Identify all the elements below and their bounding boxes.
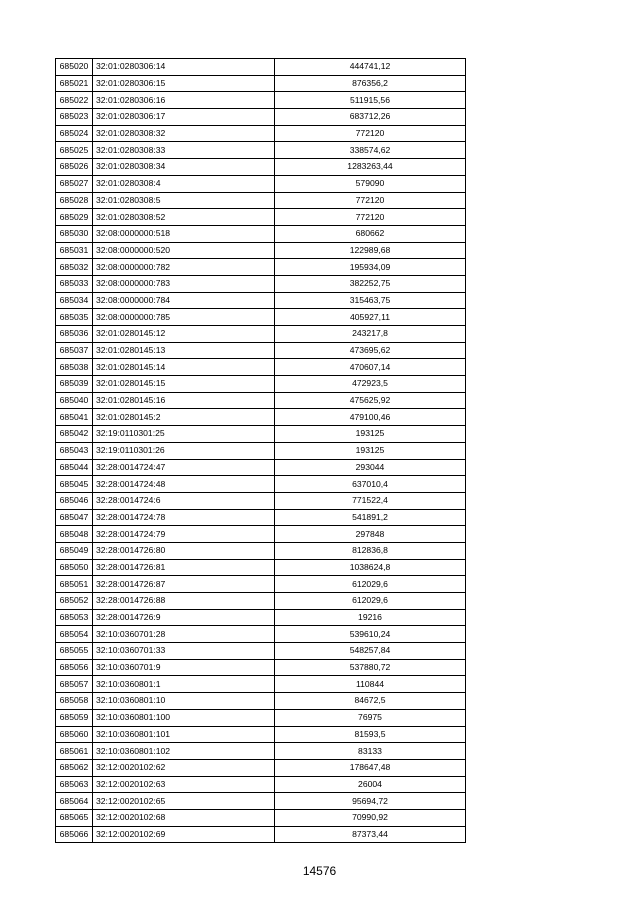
value-cell: 382252,75 <box>275 275 466 292</box>
cadastral-number-cell: 32:28:0014726:9 <box>93 609 275 626</box>
cadastral-number-cell: 32:28:0014726:81 <box>93 559 275 576</box>
value-cell: 193125 <box>275 426 466 443</box>
cadastral-number-cell: 32:08:0000000:784 <box>93 292 275 309</box>
cadastral-number-cell: 32:01:0280308:33 <box>93 142 275 159</box>
row-id-cell: 685029 <box>56 209 93 226</box>
table-row <box>56 125 466 142</box>
row-id-cell: 685061 <box>56 743 93 760</box>
value-cell: 473695,62 <box>275 342 466 359</box>
table-row <box>56 409 466 426</box>
cadastral-number-cell: 32:10:0360801:10 <box>93 693 275 710</box>
table-row <box>56 709 466 726</box>
value-cell: 315463,75 <box>275 292 466 309</box>
value-cell: 541891,2 <box>275 509 466 526</box>
cadastral-number-cell: 32:12:0020102:63 <box>93 776 275 793</box>
value-cell: 472923,5 <box>275 376 466 393</box>
value-cell: 1283263,44 <box>275 159 466 176</box>
table-row <box>56 59 466 76</box>
table-row <box>56 676 466 693</box>
table-row <box>56 376 466 393</box>
table-row <box>56 159 466 176</box>
cadastral-number-cell: 32:10:0360801:101 <box>93 726 275 743</box>
row-id-cell: 685034 <box>56 292 93 309</box>
cadastral-number-cell: 32:19:0110301:25 <box>93 426 275 443</box>
cadastral-number-cell: 32:12:0020102:69 <box>93 826 275 843</box>
table-row <box>56 259 466 276</box>
value-cell: 771522,4 <box>275 492 466 509</box>
value-cell: 26004 <box>275 776 466 793</box>
table-row <box>56 292 466 309</box>
row-id-cell: 685023 <box>56 109 93 126</box>
value-cell: 87373,44 <box>275 826 466 843</box>
cadastral-number-cell: 32:01:0280145:14 <box>93 359 275 376</box>
table-row <box>56 342 466 359</box>
cadastral-number-cell: 32:12:0020102:68 <box>93 809 275 826</box>
value-cell: 876356,2 <box>275 75 466 92</box>
cadastral-number-cell: 32:28:0014724:47 <box>93 459 275 476</box>
row-id-cell: 685024 <box>56 125 93 142</box>
value-cell: 122989,68 <box>275 242 466 259</box>
row-id-cell: 685049 <box>56 542 93 559</box>
row-id-cell: 685065 <box>56 809 93 826</box>
table-row <box>56 609 466 626</box>
cadastral-number-cell: 32:12:0020102:62 <box>93 759 275 776</box>
cadastral-number-cell: 32:08:0000000:782 <box>93 259 275 276</box>
row-id-cell: 685066 <box>56 826 93 843</box>
cadastral-number-cell: 32:10:0360701:28 <box>93 626 275 643</box>
value-cell: 95694,72 <box>275 793 466 810</box>
value-cell: 293044 <box>275 459 466 476</box>
value-cell: 539610,24 <box>275 626 466 643</box>
value-cell: 195934,09 <box>275 259 466 276</box>
value-cell: 178647,48 <box>275 759 466 776</box>
value-cell: 338574,62 <box>275 142 466 159</box>
cadastral-number-cell: 32:08:0000000:783 <box>93 275 275 292</box>
row-id-cell: 685059 <box>56 709 93 726</box>
row-id-cell: 685048 <box>56 526 93 543</box>
table-row <box>56 92 466 109</box>
row-id-cell: 685064 <box>56 793 93 810</box>
value-cell: 81593,5 <box>275 726 466 743</box>
row-id-cell: 685028 <box>56 192 93 209</box>
cadastral-number-cell: 32:28:0014724:6 <box>93 492 275 509</box>
row-id-cell: 685027 <box>56 175 93 192</box>
cadastral-number-cell: 32:01:0280308:34 <box>93 159 275 176</box>
table-row <box>56 492 466 509</box>
table-row <box>56 759 466 776</box>
table-body <box>56 59 466 843</box>
table-row <box>56 693 466 710</box>
value-cell: 511915,56 <box>275 92 466 109</box>
value-cell: 772120 <box>275 209 466 226</box>
table-row <box>56 809 466 826</box>
row-id-cell: 685062 <box>56 759 93 776</box>
table-row <box>56 209 466 226</box>
row-id-cell: 685040 <box>56 392 93 409</box>
row-id-cell: 685056 <box>56 659 93 676</box>
value-cell: 470607,14 <box>275 359 466 376</box>
value-cell: 297848 <box>275 526 466 543</box>
row-id-cell: 685022 <box>56 92 93 109</box>
value-cell: 76975 <box>275 709 466 726</box>
table-row <box>56 359 466 376</box>
row-id-cell: 685030 <box>56 225 93 242</box>
row-id-cell: 685051 <box>56 576 93 593</box>
row-id-cell: 685047 <box>56 509 93 526</box>
row-id-cell: 685035 <box>56 309 93 326</box>
cadastral-number-cell: 32:08:0000000:785 <box>93 309 275 326</box>
cadastral-number-cell: 32:01:0280306:16 <box>93 92 275 109</box>
cadastral-number-cell: 32:10:0360801:102 <box>93 743 275 760</box>
value-cell: 479100,46 <box>275 409 466 426</box>
page-number: 14576 <box>302 864 337 878</box>
table-row <box>56 476 466 493</box>
table-row <box>56 459 466 476</box>
row-id-cell: 685046 <box>56 492 93 509</box>
cadastral-number-cell: 32:28:0014724:79 <box>93 526 275 543</box>
row-id-cell: 685052 <box>56 593 93 610</box>
row-id-cell: 685043 <box>56 442 93 459</box>
value-cell: 1038624,8 <box>275 559 466 576</box>
cadastral-number-cell: 32:10:0360801:1 <box>93 676 275 693</box>
row-id-cell: 685045 <box>56 476 93 493</box>
table-row <box>56 142 466 159</box>
value-cell: 475625,92 <box>275 392 466 409</box>
cadastral-number-cell: 32:08:0000000:518 <box>93 225 275 242</box>
row-id-cell: 685031 <box>56 242 93 259</box>
table-row <box>56 776 466 793</box>
cadastral-number-cell: 32:01:0280308:32 <box>93 125 275 142</box>
table-row <box>56 442 466 459</box>
table-row <box>56 576 466 593</box>
value-cell: 83133 <box>275 743 466 760</box>
table-row <box>56 542 466 559</box>
value-cell: 579090 <box>275 175 466 192</box>
value-cell: 772120 <box>275 125 466 142</box>
table-row <box>56 726 466 743</box>
value-cell: 812836,8 <box>275 542 466 559</box>
cadastral-number-cell: 32:01:0280308:5 <box>93 192 275 209</box>
cadastral-number-cell: 32:01:0280145:15 <box>93 376 275 393</box>
table-row <box>56 826 466 843</box>
value-cell: 405927,11 <box>275 309 466 326</box>
cadastral-number-cell: 32:01:0280145:16 <box>93 392 275 409</box>
value-cell: 193125 <box>275 442 466 459</box>
table-row <box>56 109 466 126</box>
table-row <box>56 242 466 259</box>
row-id-cell: 685033 <box>56 275 93 292</box>
cadastral-number-cell: 32:19:0110301:26 <box>93 442 275 459</box>
cadastral-number-cell: 32:28:0014726:80 <box>93 542 275 559</box>
cadastral-number-cell: 32:12:0020102:65 <box>93 793 275 810</box>
cadastral-number-cell: 32:28:0014724:48 <box>93 476 275 493</box>
row-id-cell: 685039 <box>56 376 93 393</box>
cadastral-number-cell: 32:01:0280308:4 <box>93 175 275 192</box>
row-id-cell: 685054 <box>56 626 93 643</box>
table-row <box>56 309 466 326</box>
row-id-cell: 685036 <box>56 326 93 343</box>
row-id-cell: 685021 <box>56 75 93 92</box>
value-cell: 612029,6 <box>275 593 466 610</box>
table-row <box>56 426 466 443</box>
value-cell: 612029,6 <box>275 576 466 593</box>
cadastral-number-cell: 32:10:0360701:9 <box>93 659 275 676</box>
row-id-cell: 685026 <box>56 159 93 176</box>
table-row <box>56 559 466 576</box>
value-cell: 19216 <box>275 609 466 626</box>
cadastral-number-cell: 32:28:0014726:87 <box>93 576 275 593</box>
cadastral-number-cell: 32:28:0014726:88 <box>93 593 275 610</box>
value-cell: 444741,12 <box>275 59 466 76</box>
value-cell: 110844 <box>275 676 466 693</box>
table-row <box>56 509 466 526</box>
row-id-cell: 685032 <box>56 259 93 276</box>
cadastral-number-cell: 32:01:0280308:52 <box>93 209 275 226</box>
value-cell: 680662 <box>275 225 466 242</box>
table-row <box>56 75 466 92</box>
row-id-cell: 685060 <box>56 726 93 743</box>
table-row <box>56 326 466 343</box>
cadastral-number-cell: 32:08:0000000:520 <box>93 242 275 259</box>
value-cell: 70990,92 <box>275 809 466 826</box>
row-id-cell: 685055 <box>56 643 93 660</box>
data-table <box>55 58 466 843</box>
table-row <box>56 526 466 543</box>
value-cell: 243217,8 <box>275 326 466 343</box>
table-row <box>56 593 466 610</box>
table-row <box>56 659 466 676</box>
cadastral-number-cell: 32:01:0280306:14 <box>93 59 275 76</box>
table-row <box>56 225 466 242</box>
row-id-cell: 685042 <box>56 426 93 443</box>
row-id-cell: 685020 <box>56 59 93 76</box>
value-cell: 772120 <box>275 192 466 209</box>
row-id-cell: 685025 <box>56 142 93 159</box>
table-row <box>56 175 466 192</box>
cadastral-number-cell: 32:01:0280145:2 <box>93 409 275 426</box>
cadastral-number-cell: 32:01:0280145:13 <box>93 342 275 359</box>
table-row <box>56 275 466 292</box>
value-cell: 537880,72 <box>275 659 466 676</box>
row-id-cell: 685057 <box>56 676 93 693</box>
row-id-cell: 685041 <box>56 409 93 426</box>
cadastral-number-cell: 32:28:0014724:78 <box>93 509 275 526</box>
row-id-cell: 685053 <box>56 609 93 626</box>
row-id-cell: 685058 <box>56 693 93 710</box>
cadastral-number-cell: 32:10:0360701:33 <box>93 643 275 660</box>
table-row <box>56 743 466 760</box>
cadastral-number-cell: 32:10:0360801:100 <box>93 709 275 726</box>
table-row <box>56 392 466 409</box>
value-cell: 637010,4 <box>275 476 466 493</box>
value-cell: 548257,84 <box>275 643 466 660</box>
value-cell: 683712,26 <box>275 109 466 126</box>
table-row <box>56 192 466 209</box>
cadastral-number-cell: 32:01:0280145:12 <box>93 326 275 343</box>
table-row <box>56 793 466 810</box>
cadastral-number-cell: 32:01:0280306:17 <box>93 109 275 126</box>
table-row <box>56 626 466 643</box>
value-cell: 84672,5 <box>275 693 466 710</box>
row-id-cell: 685044 <box>56 459 93 476</box>
row-id-cell: 685063 <box>56 776 93 793</box>
row-id-cell: 685038 <box>56 359 93 376</box>
table-row <box>56 643 466 660</box>
row-id-cell: 685037 <box>56 342 93 359</box>
cadastral-number-cell: 32:01:0280306:15 <box>93 75 275 92</box>
row-id-cell: 685050 <box>56 559 93 576</box>
